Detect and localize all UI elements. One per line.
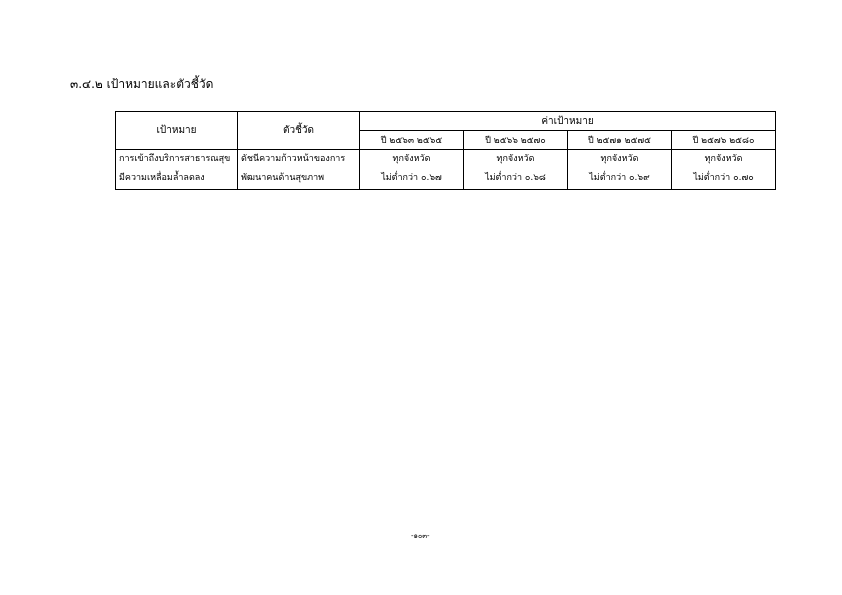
page-number: -๑๐๓-	[411, 532, 430, 540]
header-target: ค่าเป้าหมาย	[360, 112, 776, 131]
header-year-1: ปี ๒๕๖๓ ๒๕๖๕	[360, 131, 464, 150]
target-cell-3	[568, 150, 672, 190]
section-heading: ๓.๔.๒ เป้าหมายและตัวชี้วัด	[70, 77, 214, 91]
target-threshold: ไม่ต่ำกว่า ๐.๗๐	[693, 173, 754, 183]
target-scope: ทุกจังหวัด	[496, 154, 535, 164]
target-threshold: ไม่ต่ำกว่า ๐.๖๙	[589, 173, 650, 183]
header-year-4: ปี ๒๕๗๖ ๒๕๘๐	[672, 131, 776, 150]
target-threshold: ไม่ต่ำกว่า ๐.๖๘	[485, 173, 546, 183]
target-threshold: ไม่ต่ำกว่า ๐.๖๗	[381, 173, 442, 183]
header-indicator: ตัวชี้วัด	[238, 112, 360, 150]
target-cell-2	[464, 150, 568, 190]
header-year-3: ปี ๒๕๗๑ ๒๕๗๕	[568, 131, 672, 150]
target-scope: ทุกจังหวัด	[704, 154, 743, 164]
header-goal: เป้าหมาย	[116, 112, 238, 150]
target-cell-4	[672, 150, 776, 190]
target-cell-1	[360, 150, 464, 190]
target-scope: ทุกจังหวัด	[392, 154, 431, 164]
goal-cell: การเข้าถึงบริการสาธารณสุขมีความเหลื่อมล้ำลดลง	[116, 150, 238, 190]
table-row	[116, 150, 776, 190]
target-scope: ทุกจังหวัด	[600, 154, 639, 164]
targets-table	[115, 111, 776, 190]
header-year-2: ปี ๒๕๖๖ ๒๕๗๐	[464, 131, 568, 150]
indicator-cell: ดัชนีความก้าวหน้าของการพัฒนาคนด้านสุขภาพ	[238, 150, 360, 190]
